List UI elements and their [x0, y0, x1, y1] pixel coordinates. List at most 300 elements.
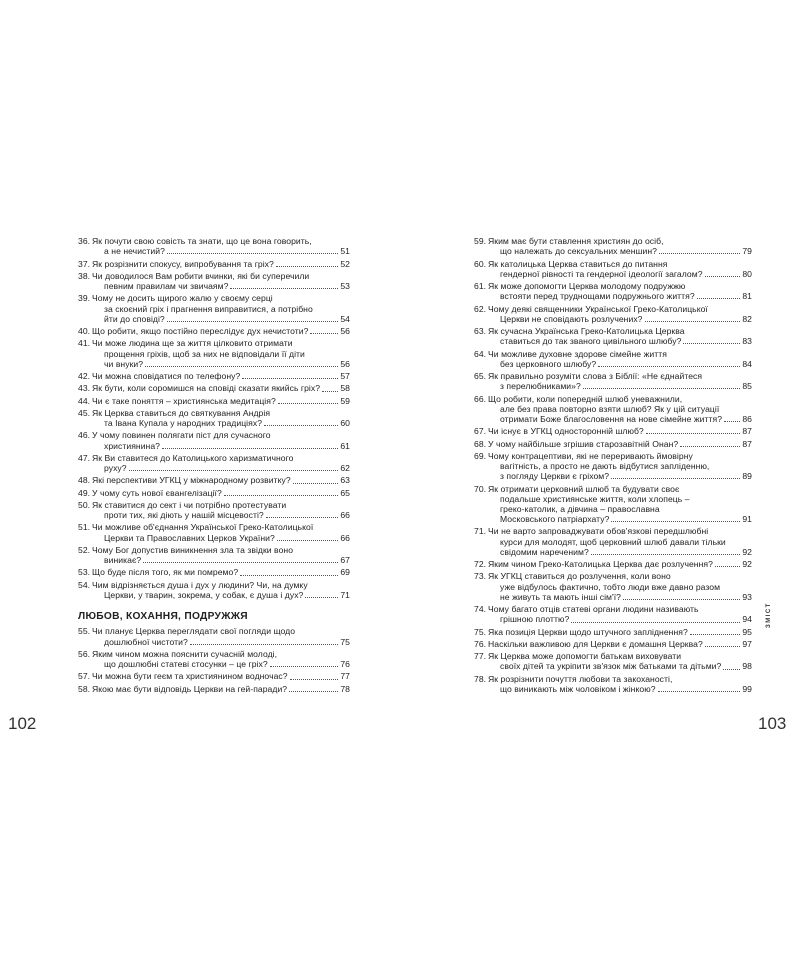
dot-leader	[190, 644, 339, 645]
toc-entry-text: Чому Бог допустив виникнення зла та звідки воно	[92, 544, 294, 555]
toc-entry-page: 58	[340, 383, 350, 394]
toc-entry-line	[474, 559, 752, 569]
dot-leader	[293, 483, 339, 484]
toc-entry-number: 61.	[474, 281, 487, 291]
toc-entry-number: 63.	[474, 326, 487, 336]
toc-entry-line	[78, 567, 350, 577]
toc-entry-line	[78, 555, 350, 565]
toc-entry-number: 46.	[78, 430, 91, 441]
toc-entry-line	[78, 488, 350, 498]
toc-entry-number: 76.	[474, 638, 487, 649]
toc-entry-page: 89	[742, 471, 752, 482]
toc-entry-text: Як сучасна Українська Греко-Католицька Церква	[488, 326, 685, 336]
toc-entry-page: 82	[742, 313, 752, 324]
toc-entry-page: 85	[742, 381, 752, 392]
toc-entry-text: Як отримати церковний шлюб та будувати своє	[488, 483, 680, 494]
toc-entry	[78, 430, 350, 450]
toc-entry-page: 98	[742, 661, 752, 672]
toc-entry-line	[78, 408, 350, 418]
toc-entry-number: 67.	[474, 426, 487, 437]
dot-leader	[705, 276, 741, 277]
toc-entry	[78, 383, 350, 393]
toc-entry-line	[78, 281, 350, 291]
toc-entry-text: Що буде після того, як ми помремо?	[92, 567, 239, 578]
toc-entry-text: Яким чином Греко-Католицька Церква дає розлучення?	[488, 559, 713, 570]
dot-leader	[162, 448, 338, 449]
toc-entry-page: 81	[742, 291, 752, 302]
dot-leader	[289, 691, 338, 692]
toc-entry-line	[78, 453, 350, 463]
toc-entry-number: 57.	[78, 671, 91, 682]
toc-entry-line	[474, 604, 752, 614]
toc-entry-page: 92	[742, 546, 752, 557]
toc-entry	[78, 545, 350, 565]
toc-entry-line	[474, 639, 752, 649]
toc-entry-page: 53	[340, 281, 350, 291]
toc-entry-number: 77.	[474, 651, 487, 662]
toc-entry-line	[78, 359, 350, 369]
toc-entry-line	[78, 545, 350, 555]
toc-entry-number: 42.	[78, 371, 91, 381]
toc-entry-text: що дошлюбні статеві стосунки – це гріх?	[104, 659, 268, 670]
toc-entry-page: 77	[340, 671, 350, 682]
toc-entry-page: 97	[742, 638, 752, 649]
dot-leader	[697, 298, 741, 299]
toc-entry-text: з перелюбниками»?	[500, 381, 581, 392]
dot-leader	[277, 540, 339, 541]
toc-entry-text: Як може допомогти Церква молодому подружжю	[488, 281, 686, 291]
toc-entry-line	[474, 514, 752, 524]
toc-entry-line	[78, 293, 350, 303]
toc-entry-number: 60.	[474, 258, 487, 269]
toc-entry-page: 76	[340, 659, 350, 670]
toc-entry-text: Московського патріархату?	[500, 514, 610, 525]
toc-entry-page: 66	[340, 510, 350, 521]
left-toc-column	[78, 236, 350, 696]
toc-entry-number: 38.	[78, 270, 91, 281]
toc-entry	[78, 580, 350, 600]
toc-entry	[78, 271, 350, 291]
dot-leader	[240, 575, 338, 576]
toc-entry-text: Чим відрізняється душа і дух у людини? Чи, на думку	[92, 579, 308, 590]
toc-entry-line	[474, 336, 752, 346]
toc-entry-line	[78, 338, 350, 348]
toc-entry-line	[78, 671, 350, 681]
toc-entry	[474, 451, 752, 482]
toc-entry-text: руху?	[104, 463, 127, 474]
toc-entry	[78, 236, 350, 256]
toc-entry-text: Як Церква може допомогти батькам виховувати	[488, 651, 682, 662]
toc-entry-text: У чому суть нової євангелізації?	[92, 487, 222, 498]
toc-entry-number: 40.	[78, 326, 91, 336]
toc-entry-line	[474, 246, 752, 256]
dot-leader	[683, 343, 740, 344]
dot-leader	[645, 321, 741, 322]
toc-entry	[474, 674, 752, 694]
toc-entry-text: Як розрізнити спокусу, випробування та гріх?	[92, 258, 274, 269]
toc-entry-text: Як Церква ставиться до святкування Андрія	[92, 407, 271, 418]
toc-entry-line	[78, 441, 350, 451]
toc-entry-number: 73.	[474, 571, 487, 582]
toc-entry-number: 75.	[474, 626, 487, 637]
toc-entry-page: 56	[340, 326, 350, 336]
dot-leader	[278, 403, 339, 404]
toc-entry-line	[78, 418, 350, 428]
toc-entry-line	[474, 526, 752, 536]
toc-entry-line	[78, 349, 350, 359]
toc-entry	[474, 236, 752, 256]
dot-leader	[276, 266, 338, 267]
toc-entry-text: Чи доводилося Вам робити вчинки, які би суперечили	[92, 270, 310, 281]
toc-entry	[78, 684, 350, 694]
toc-entry	[474, 281, 752, 301]
toc-entry	[78, 500, 350, 520]
toc-entry-text: Чому деякі священники Української Греко-Католицької	[488, 303, 708, 314]
toc-entry-line	[474, 326, 752, 336]
toc-entry-line	[474, 394, 752, 404]
toc-entry-number: 45.	[78, 407, 91, 418]
toc-entry-line	[474, 304, 752, 314]
toc-entry-text: Якою має бути відповідь Церкви на гей-паради?	[92, 683, 288, 694]
toc-entry-text: прощення гріхів, щоб за них не відповідали її діти	[104, 348, 305, 359]
toc-entry-line	[474, 359, 752, 369]
toc-entry-text: Чому контрацептиви, які не переривають ймовірну	[488, 450, 693, 461]
toc-entry-text: Як ставитися до сект і чи потрібно протестувати	[92, 499, 287, 510]
toc-entry	[78, 488, 350, 498]
dot-leader	[167, 253, 338, 254]
toc-entry-text: вагітність, а просто не дають відбутися запліденню,	[500, 461, 710, 471]
toc-entry	[78, 338, 350, 369]
toc-entry-text: Чи можна бути геєм та християнином водночас?	[92, 671, 288, 682]
toc-entry	[78, 371, 350, 381]
toc-entry-text: встояти перед труднощами подружнього життя?	[500, 291, 695, 302]
toc-entry-text: ставиться до так званого цивільного шлюбу?	[500, 336, 682, 347]
toc-entry-text: греко-католик, а дівчина – православна	[500, 503, 660, 514]
toc-entry	[474, 484, 752, 525]
toc-entry-line	[78, 475, 350, 485]
toc-entry-text: Чи планує Церква переглядати свої погляди щодо	[92, 626, 296, 637]
toc-entry-text: Чи не варто запроваджувати обов'язкові передшлюбні	[488, 526, 709, 537]
left-page-number: 102	[8, 714, 37, 733]
toc-entry-page: 61	[340, 440, 350, 451]
toc-entry-line	[78, 246, 350, 256]
toc-entry-line	[474, 661, 752, 671]
toc-entry-text: та Івана Купала у народних традиціях?	[104, 418, 263, 429]
dot-leader	[242, 378, 338, 379]
toc-entry-number: 68.	[474, 438, 487, 449]
toc-entry-text: Що робити, якщо постійно переслідує дух нечистоти?	[92, 326, 309, 336]
toc-entry-line	[78, 236, 350, 246]
toc-entry-page: 60	[340, 418, 350, 429]
dot-leader	[658, 691, 741, 692]
toc-entry-page: 79	[742, 246, 752, 257]
dot-leader	[715, 566, 740, 567]
toc-entry	[474, 349, 752, 369]
dot-leader	[266, 517, 339, 518]
toc-entry-line	[474, 684, 752, 694]
dot-leader	[646, 433, 741, 434]
toc-entry	[78, 522, 350, 542]
toc-entry-text: Як розрізнити почуття любови та закоханості,	[488, 673, 673, 684]
toc-entry-number: 51.	[78, 522, 91, 533]
toc-entry-line	[78, 626, 350, 636]
dot-leader	[705, 646, 741, 647]
toc-entry-line	[474, 674, 752, 684]
toc-entry-line	[474, 537, 752, 547]
toc-entry-text: курси для молодят, щоб церковний шлюб давали тільки	[500, 536, 726, 547]
toc-entry-number: 62.	[474, 303, 487, 314]
toc-entry-text: але без права повторно взяти шлюб? Як у цій ситуації	[500, 403, 720, 414]
toc-entry-page: 57	[340, 371, 350, 381]
toc-entry-number: 59.	[474, 236, 487, 246]
toc-entry-line	[78, 383, 350, 393]
toc-entry-text: Чи можливе духовне здорове сімейне життя	[488, 348, 667, 359]
toc-entry-page: 51	[340, 246, 350, 257]
toc-entry-number: 53.	[78, 567, 91, 578]
toc-entry-text: а не нечистий?	[104, 246, 165, 257]
dot-leader	[305, 597, 338, 598]
toc-entry	[78, 475, 350, 485]
toc-entry-page: 56	[340, 358, 350, 369]
toc-entry-number: 41.	[78, 338, 91, 349]
toc-entry-number: 36.	[78, 236, 91, 246]
toc-entry-number: 72.	[474, 559, 487, 570]
dot-leader	[167, 321, 339, 322]
dot-leader	[129, 470, 339, 471]
toc-entry-text: Яким чином можна пояснити сучасній молоді,	[92, 648, 278, 659]
toc-entry-text: Як УГКЦ ставиться до розлучення, коли воно	[488, 571, 671, 582]
dot-leader	[611, 521, 740, 522]
toc-entry-text: Як почути свою совість та знати, що це вона говорить,	[92, 236, 312, 246]
toc-entry-line	[474, 404, 752, 414]
toc-entry-text: У чому найбільше згрішив старозавітній Онан?	[488, 438, 679, 449]
toc-entry-number: 65.	[474, 371, 487, 381]
toc-entry-text: Чому не досить щирого жалю у своєму серці	[92, 293, 273, 304]
toc-entry	[78, 671, 350, 681]
toc-entry-page: 59	[340, 395, 350, 406]
toc-entry-line	[78, 304, 350, 314]
toc-entry-line	[78, 590, 350, 600]
dot-leader	[723, 669, 740, 670]
toc-entry-text: Як католицька Церква ставиться до питання	[488, 258, 668, 269]
toc-entry-text: Чи можна сповідатися по телефону?	[92, 371, 241, 381]
toc-entry-text: виникає?	[104, 555, 142, 566]
toc-entry-text: Церкви не сповідають розлучених?	[500, 313, 643, 324]
toc-entry-page: 78	[340, 683, 350, 694]
toc-entry-text: Церкви та Православних Церков України?	[104, 532, 275, 543]
toc-entry-line	[78, 326, 350, 336]
toc-entry	[474, 426, 752, 436]
toc-entry-text: певним правилам чи звичаям?	[104, 281, 229, 291]
toc-entry-text: Чи можливе об'єднання Української Греко-Католицької	[92, 522, 314, 533]
dot-leader	[591, 554, 741, 555]
toc-entry-line	[78, 659, 350, 669]
toc-entry-line	[78, 533, 350, 543]
toc-entry-page: 69	[340, 567, 350, 578]
toc-entry-text: за скоєний гріх і прагнення виправитися, а потрібно	[104, 303, 313, 314]
toc-entry	[78, 396, 350, 406]
toc-entry-line	[474, 592, 752, 602]
toc-entry-line	[474, 494, 752, 504]
dot-leader	[270, 666, 339, 667]
toc-entry-page: 80	[742, 268, 752, 279]
toc-entry-page: 66	[340, 532, 350, 543]
toc-entry-number: 39.	[78, 293, 91, 304]
toc-entry-text: уже відбулось фактично, тобто люди вже давно разом	[500, 581, 721, 592]
toc-entry-text: гендерної рівності та гендерної ідеології загалом?	[500, 268, 703, 279]
toc-entry-line	[78, 510, 350, 520]
dot-leader	[145, 366, 338, 367]
toc-entry	[474, 571, 752, 602]
toc-entry-page: 91	[742, 514, 752, 525]
toc-entry-line	[78, 371, 350, 381]
dot-leader	[290, 679, 339, 680]
toc-entry-text: Що робити, коли попередній шлюб уневажнили,	[488, 393, 683, 404]
toc-entry-text: своїх дітей та укріпити зв'язок між батьками та дітьми?	[500, 661, 722, 672]
toc-entry-text: що належать до сексуальних меншин?	[500, 246, 657, 257]
toc-entry-text: без церковного шлюбу?	[500, 358, 597, 369]
toc-entry-text: Які перспективи УГКЦ у міжнародному розвитку?	[92, 475, 291, 486]
toc-entry	[78, 626, 350, 646]
toc-entry-page: 71	[340, 589, 350, 600]
toc-entry-line	[474, 471, 752, 481]
dot-leader	[224, 495, 339, 496]
toc-entry-text: подальше християнське життя, коли хлопець –	[500, 493, 690, 504]
toc-entry-text: У чому повинен полягати піст для сучасного	[92, 430, 271, 441]
dot-leader	[659, 253, 740, 254]
toc-entry-line	[474, 269, 752, 279]
dot-leader	[623, 599, 740, 600]
toc-entry-line	[78, 580, 350, 590]
toc-entry-line	[474, 484, 752, 494]
toc-entry-number: 74.	[474, 604, 487, 615]
toc-entry-text: Як бути, коли соромишся на сповіді сказати якийсь гріх?	[92, 383, 321, 394]
toc-entry-number: 78.	[474, 673, 487, 684]
toc-entry-line	[474, 547, 752, 557]
toc-entry-number: 37.	[78, 258, 91, 269]
toc-entry-line	[78, 463, 350, 473]
left-entry-list	[78, 236, 350, 600]
toc-entry-line	[474, 381, 752, 391]
toc-entry-line	[474, 236, 752, 246]
toc-entry-page: 83	[742, 336, 752, 347]
toc-entry-line	[474, 627, 752, 637]
toc-entry-text: Чи існує в УГКЦ односторонній шлюб?	[488, 426, 644, 437]
toc-entry-number: 58.	[78, 683, 91, 694]
toc-entry-page: 86	[742, 413, 752, 424]
toc-entry-number: 66.	[474, 393, 487, 404]
toc-entry-text: Церкви, у тварин, зокрема, у собак, є душа і дух?	[104, 589, 304, 600]
toc-entry-line	[474, 414, 752, 424]
toc-entry-page: 87	[742, 426, 752, 437]
dot-leader	[310, 333, 338, 334]
toc-entry-text: Як Ви ставитеся до Католицького харизматичного	[92, 452, 294, 463]
toc-entry-line	[78, 500, 350, 510]
toc-entry-number: 49.	[78, 487, 91, 498]
toc-entry-page: 84	[742, 358, 752, 369]
section-title: ЛЮБОВ, КОХАННЯ, ПОДРУЖЖЯ	[78, 611, 248, 623]
toc-entry-number: 64.	[474, 348, 487, 359]
dot-leader	[611, 478, 740, 479]
toc-entry	[474, 394, 752, 425]
side-running-head: ЗМІСТ	[766, 602, 772, 628]
toc-entry-line	[78, 684, 350, 694]
toc-entry-line	[474, 291, 752, 301]
toc-entry	[474, 639, 752, 649]
toc-entry	[474, 439, 752, 449]
toc-entry-number: 54.	[78, 579, 91, 590]
toc-entry-text: дошлюбної чистоти?	[104, 636, 188, 647]
toc-entry-line	[78, 649, 350, 659]
toc-entry-line	[78, 259, 350, 269]
toc-entry-number: 43.	[78, 383, 91, 394]
dot-leader	[264, 425, 338, 426]
toc-entry-line	[474, 349, 752, 359]
toc-entry-page: 99	[742, 683, 752, 694]
dot-leader	[143, 562, 338, 563]
toc-entry-page: 65	[340, 487, 350, 498]
right-page-number: 103	[758, 714, 787, 733]
toc-entry-line	[78, 637, 350, 647]
toc-entry-line	[474, 426, 752, 436]
toc-entry-number: 69.	[474, 450, 487, 461]
toc-entry	[78, 259, 350, 269]
toc-entry	[474, 627, 752, 637]
toc-entry	[78, 326, 350, 336]
dot-leader	[571, 622, 740, 623]
right-entry-list	[474, 236, 752, 694]
toc-entry-number: 48.	[78, 475, 91, 486]
toc-entry	[474, 651, 752, 671]
toc-entry-text: Чи є таке поняття – християнська медитація?	[92, 395, 276, 406]
toc-entry-page: 62	[340, 463, 350, 474]
toc-entry-line	[474, 259, 752, 269]
dot-leader	[598, 366, 740, 367]
toc-entry-line	[474, 371, 752, 381]
toc-entry-line	[474, 504, 752, 514]
toc-entry-line	[78, 314, 350, 324]
toc-entry-number: 70.	[474, 483, 487, 494]
toc-entry-text: грішною плоттю?	[500, 614, 570, 625]
toc-entry-page: 87	[742, 438, 752, 449]
toc-entry-text: проти тих, які діють у нашій місцевості?	[104, 510, 264, 521]
toc-entry	[78, 649, 350, 669]
toc-entry-text: християнина?	[104, 440, 161, 451]
toc-entry-line	[474, 651, 752, 661]
toc-entry-line	[474, 451, 752, 461]
dot-leader	[583, 388, 741, 389]
toc-entry-text: Яким має бути ставлення християн до осіб,	[488, 236, 664, 246]
toc-entry-text: чи внуки?	[104, 358, 144, 369]
dot-leader	[322, 391, 338, 392]
dot-leader	[690, 634, 741, 635]
toc-entry-page: 95	[742, 626, 752, 637]
toc-entry-line	[78, 522, 350, 532]
toc-entry-line	[474, 461, 752, 471]
dot-leader	[680, 446, 740, 447]
dot-leader	[724, 421, 740, 422]
toc-entry	[474, 259, 752, 279]
toc-entry-text: Яка позиція Церкви щодо штучного запліднення?	[488, 626, 688, 637]
toc-entry	[474, 559, 752, 569]
toc-entry-page: 52	[340, 258, 350, 269]
toc-entry-number: 44.	[78, 395, 91, 406]
toc-entry-page: 94	[742, 614, 752, 625]
toc-entry-text: не живуть та мають інші сім'ї?	[500, 591, 621, 602]
toc-entry	[78, 453, 350, 473]
toc-entry-page: 93	[742, 591, 752, 602]
toc-entry-text: з погляду Церкви є гріхом?	[500, 471, 610, 482]
